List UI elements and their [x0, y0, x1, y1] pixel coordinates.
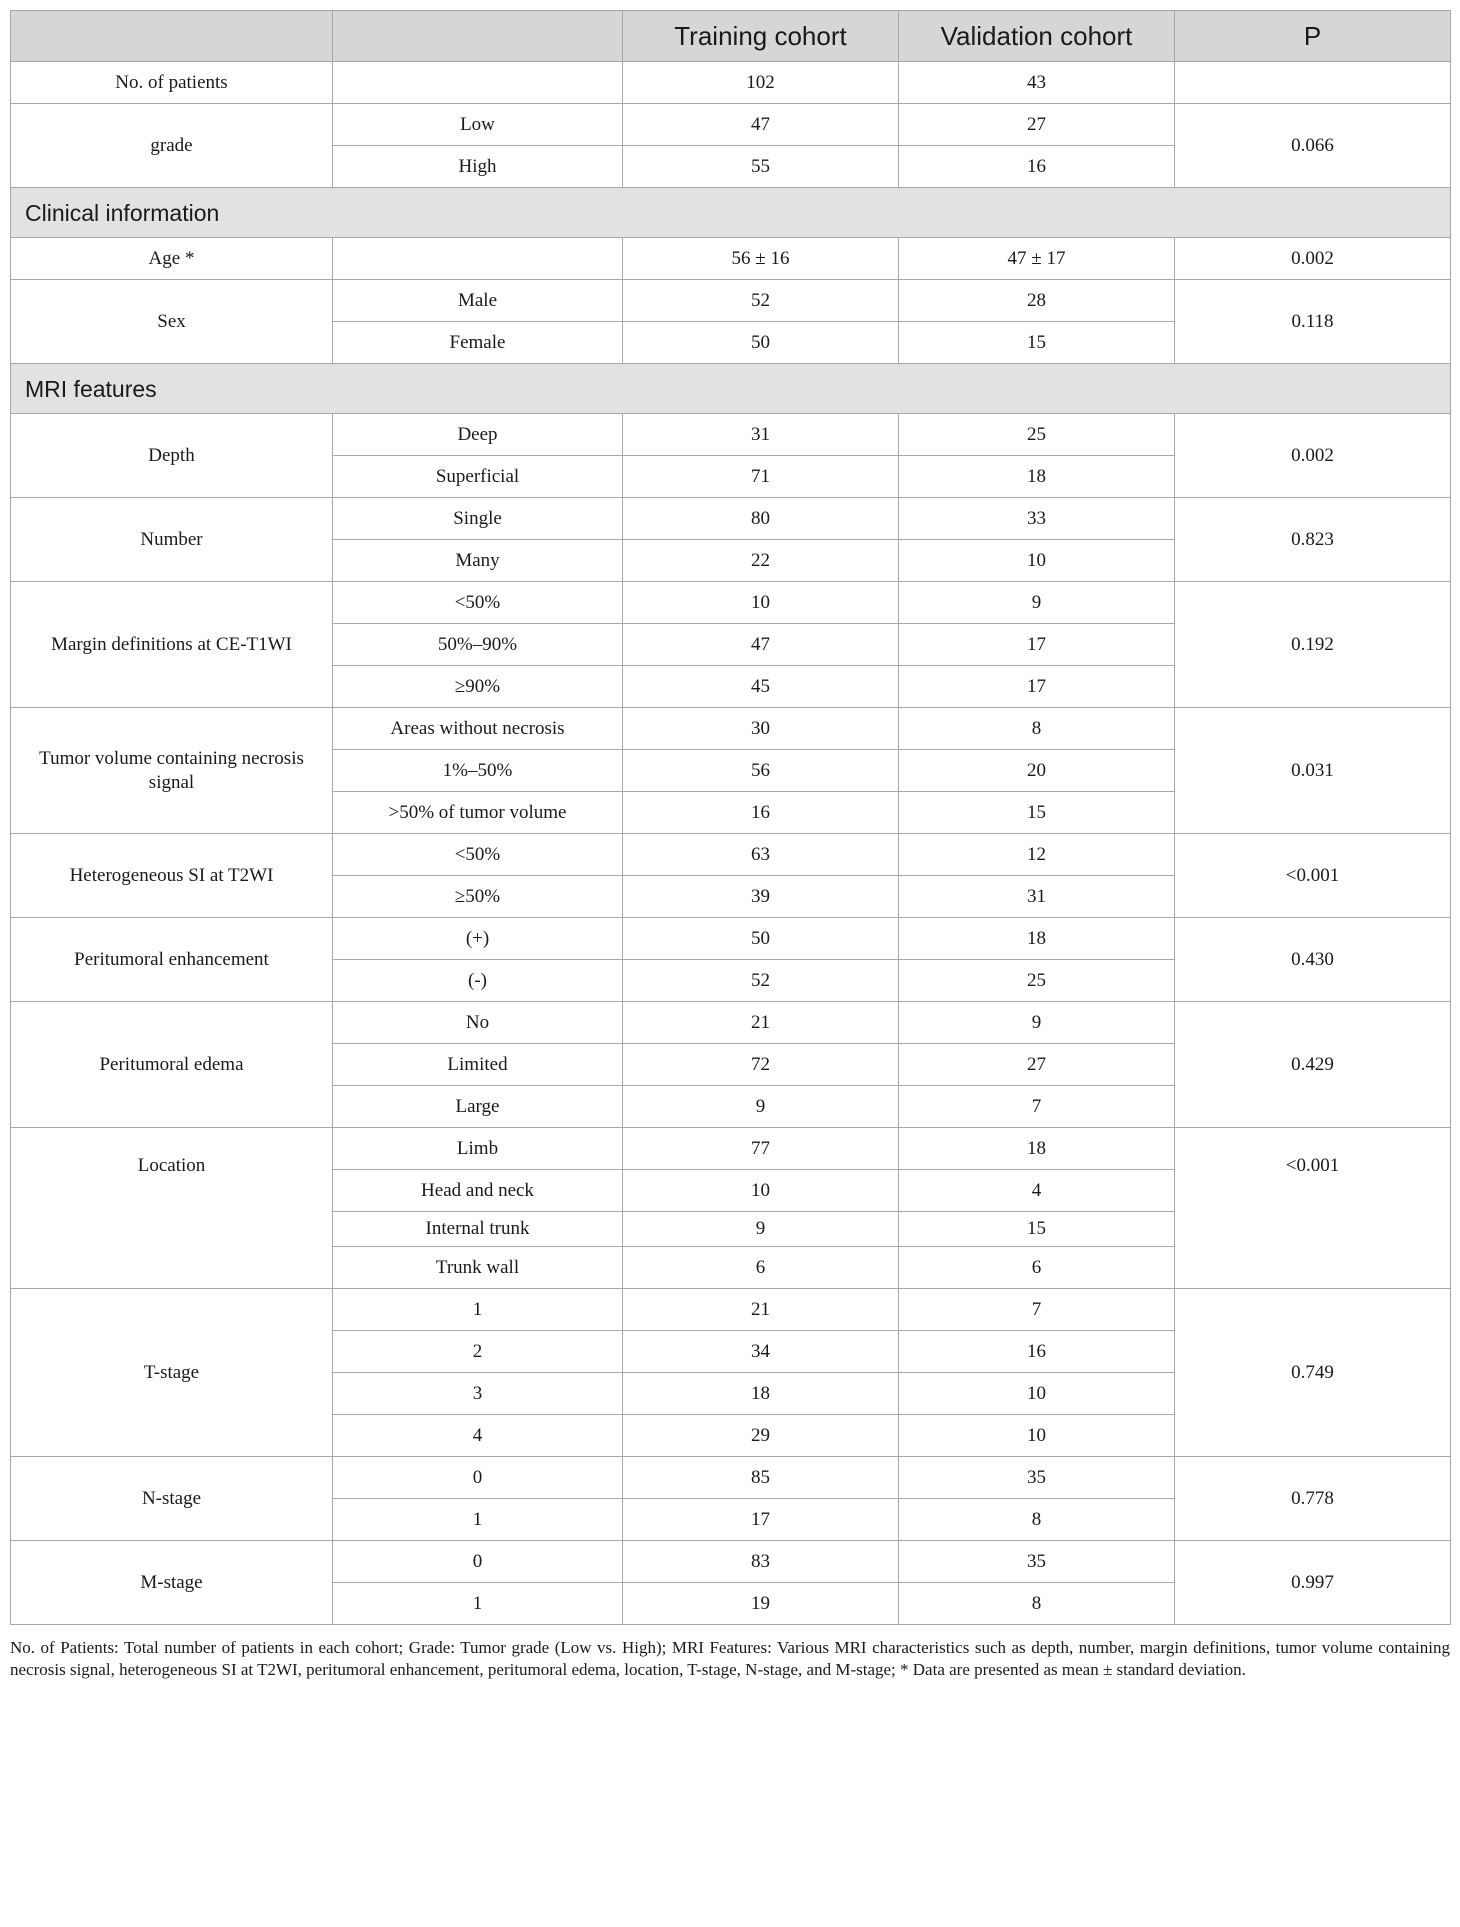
training-value: 50	[623, 322, 899, 364]
variable-label: Peritumoral edema	[11, 1002, 333, 1128]
validation-value: 43	[899, 62, 1175, 104]
training-value: 63	[623, 834, 899, 876]
category-cell: Single	[333, 498, 623, 540]
p-value: 0.118	[1175, 280, 1451, 364]
header-p-value: P	[1175, 11, 1451, 62]
category-cell: Male	[333, 280, 623, 322]
variable-label: Margin definitions at CE-T1WI	[11, 582, 333, 708]
validation-value: 8	[899, 708, 1175, 750]
validation-value: 7	[899, 1086, 1175, 1128]
validation-value: 9	[899, 1002, 1175, 1044]
category-cell: Internal trunk	[333, 1212, 623, 1247]
training-value: 21	[623, 1002, 899, 1044]
p-value: 0.429	[1175, 1002, 1451, 1128]
validation-value: 8	[899, 1499, 1175, 1541]
validation-value: 4	[899, 1170, 1175, 1212]
category-cell: >50% of tumor volume	[333, 792, 623, 834]
training-value: 31	[623, 414, 899, 456]
table-row	[11, 238, 1451, 280]
category-cell: <50%	[333, 834, 623, 876]
training-value: 52	[623, 280, 899, 322]
training-value: 30	[623, 708, 899, 750]
training-value: 19	[623, 1583, 899, 1625]
section-title: Clinical information	[11, 188, 1451, 238]
variable-label: M-stage	[11, 1541, 333, 1625]
training-value: 85	[623, 1457, 899, 1499]
table-row	[11, 62, 1451, 104]
variable-label: grade	[11, 104, 333, 188]
header-category	[333, 11, 623, 62]
variable-label: Depth	[11, 414, 333, 498]
training-value: 39	[623, 876, 899, 918]
section-row-clinical	[11, 188, 1451, 238]
p-value	[1175, 62, 1451, 104]
category-cell: 2	[333, 1331, 623, 1373]
table-container	[10, 10, 1450, 1681]
category-cell: Head and neck	[333, 1170, 623, 1212]
category-cell: Female	[333, 322, 623, 364]
category-cell	[333, 238, 623, 280]
training-value: 77	[623, 1128, 899, 1170]
p-value: 0.002	[1175, 238, 1451, 280]
category-cell: (+)	[333, 918, 623, 960]
variable-label: T-stage	[11, 1289, 333, 1457]
category-cell: 0	[333, 1541, 623, 1583]
category-cell: 4	[333, 1415, 623, 1457]
training-value: 6	[623, 1247, 899, 1289]
training-value: 18	[623, 1373, 899, 1415]
table-row	[11, 1289, 1451, 1331]
training-value: 22	[623, 540, 899, 582]
training-value: 16	[623, 792, 899, 834]
training-value: 29	[623, 1415, 899, 1457]
header-variable	[11, 11, 333, 62]
validation-value: 33	[899, 498, 1175, 540]
category-cell: No	[333, 1002, 623, 1044]
validation-value: 18	[899, 456, 1175, 498]
variable-label: Age *	[11, 238, 333, 280]
variable-label: Peritumoral enhancement	[11, 918, 333, 1002]
validation-value: 25	[899, 414, 1175, 456]
validation-value: 18	[899, 918, 1175, 960]
category-cell: 1%–50%	[333, 750, 623, 792]
training-value: 47	[623, 624, 899, 666]
table-footnote: No. of Patients: Total number of patients in each cohort; Grade: Tumor grade (Low vs. High); MRI Features: Various MRI characteristics such as depth, number, margin definitions, tumor volume containing necrosis signal, heterogeneous SI at T2WI, peritumoral enhancement, peritumoral edema, location, T-stage, N-stage, and M-stage; * Data are presented as mean ± standard deviation.	[10, 1638, 1450, 1679]
category-cell: Areas without necrosis	[333, 708, 623, 750]
validation-value: 20	[899, 750, 1175, 792]
category-cell: (-)	[333, 960, 623, 1002]
table-row	[11, 834, 1451, 876]
training-value: 83	[623, 1541, 899, 1583]
validation-value: 27	[899, 104, 1175, 146]
validation-value: 15	[899, 322, 1175, 364]
category-cell: 50%–90%	[333, 624, 623, 666]
validation-value: 17	[899, 666, 1175, 708]
table-row	[11, 708, 1451, 750]
table-row	[11, 498, 1451, 540]
training-value: 56	[623, 750, 899, 792]
category-cell: Many	[333, 540, 623, 582]
header-row	[11, 11, 1451, 62]
training-value: 9	[623, 1212, 899, 1247]
p-value: 0.749	[1175, 1289, 1451, 1457]
validation-value: 7	[899, 1289, 1175, 1331]
training-value: 9	[623, 1086, 899, 1128]
training-value: 102	[623, 62, 899, 104]
category-cell: Low	[333, 104, 623, 146]
cohort-comparison-table	[10, 10, 1451, 1625]
validation-value: 12	[899, 834, 1175, 876]
validation-value: 31	[899, 876, 1175, 918]
p-value: 0.031	[1175, 708, 1451, 834]
category-cell: 1	[333, 1289, 623, 1331]
validation-value: 47 ± 17	[899, 238, 1175, 280]
validation-value: 35	[899, 1541, 1175, 1583]
validation-value: 18	[899, 1128, 1175, 1170]
variable-label: Tumor volume containing necrosis signal	[11, 708, 333, 834]
validation-value: 35	[899, 1457, 1175, 1499]
validation-value: 27	[899, 1044, 1175, 1086]
category-cell: Limited	[333, 1044, 623, 1086]
category-cell: 3	[333, 1373, 623, 1415]
validation-value: 9	[899, 582, 1175, 624]
validation-value: 6	[899, 1247, 1175, 1289]
table-row	[11, 280, 1451, 322]
category-cell: 0	[333, 1457, 623, 1499]
category-cell: Deep	[333, 414, 623, 456]
category-cell: <50%	[333, 582, 623, 624]
training-value: 50	[623, 918, 899, 960]
validation-value: 17	[899, 624, 1175, 666]
category-cell: Trunk wall	[333, 1247, 623, 1289]
category-cell: Superficial	[333, 456, 623, 498]
table-row	[11, 414, 1451, 456]
training-value: 71	[623, 456, 899, 498]
validation-value: 10	[899, 1373, 1175, 1415]
p-value: 0.192	[1175, 582, 1451, 708]
training-value: 52	[623, 960, 899, 1002]
p-value: <0.001	[1175, 834, 1451, 918]
training-value: 10	[623, 582, 899, 624]
table-row	[11, 1541, 1451, 1583]
variable-label: No. of patients	[11, 62, 333, 104]
p-value: 0.066	[1175, 104, 1451, 188]
training-value: 55	[623, 146, 899, 188]
category-cell: Large	[333, 1086, 623, 1128]
validation-value: 8	[899, 1583, 1175, 1625]
validation-value: 28	[899, 280, 1175, 322]
table-row	[11, 104, 1451, 146]
category-cell: 1	[333, 1499, 623, 1541]
section-row-mri	[11, 364, 1451, 414]
p-value: 0.430	[1175, 918, 1451, 1002]
section-title: MRI features	[11, 364, 1451, 414]
table-row	[11, 1457, 1451, 1499]
training-value: 56 ± 16	[623, 238, 899, 280]
training-value: 80	[623, 498, 899, 540]
category-cell: 1	[333, 1583, 623, 1625]
variable-label: Heterogeneous SI at T2WI	[11, 834, 333, 918]
table-row	[11, 582, 1451, 624]
training-value: 21	[623, 1289, 899, 1331]
training-value: 10	[623, 1170, 899, 1212]
variable-label: N-stage	[11, 1457, 333, 1541]
category-cell: ≥90%	[333, 666, 623, 708]
validation-value: 16	[899, 146, 1175, 188]
variable-label: Sex	[11, 280, 333, 364]
table-row	[11, 918, 1451, 960]
p-value: 0.823	[1175, 498, 1451, 582]
validation-value: 15	[899, 792, 1175, 834]
table-row	[11, 1002, 1451, 1044]
validation-value: 25	[899, 960, 1175, 1002]
category-cell: ≥50%	[333, 876, 623, 918]
category-cell: Limb	[333, 1128, 623, 1170]
training-value: 45	[623, 666, 899, 708]
p-value: 0.778	[1175, 1457, 1451, 1541]
variable-label: Number	[11, 498, 333, 582]
validation-value: 10	[899, 540, 1175, 582]
p-value: 0.002	[1175, 414, 1451, 498]
training-value: 17	[623, 1499, 899, 1541]
header-validation-cohort: Validation cohort	[899, 11, 1175, 62]
category-cell	[333, 62, 623, 104]
validation-value: 15	[899, 1212, 1175, 1247]
header-training-cohort: Training cohort	[623, 11, 899, 62]
table-row	[11, 1128, 1451, 1170]
validation-value: 10	[899, 1415, 1175, 1457]
training-value: 72	[623, 1044, 899, 1086]
variable-label: Location	[11, 1128, 333, 1289]
training-value: 47	[623, 104, 899, 146]
p-value: 0.997	[1175, 1541, 1451, 1625]
training-value: 34	[623, 1331, 899, 1373]
p-value: <0.001	[1175, 1128, 1451, 1289]
category-cell: High	[333, 146, 623, 188]
validation-value: 16	[899, 1331, 1175, 1373]
